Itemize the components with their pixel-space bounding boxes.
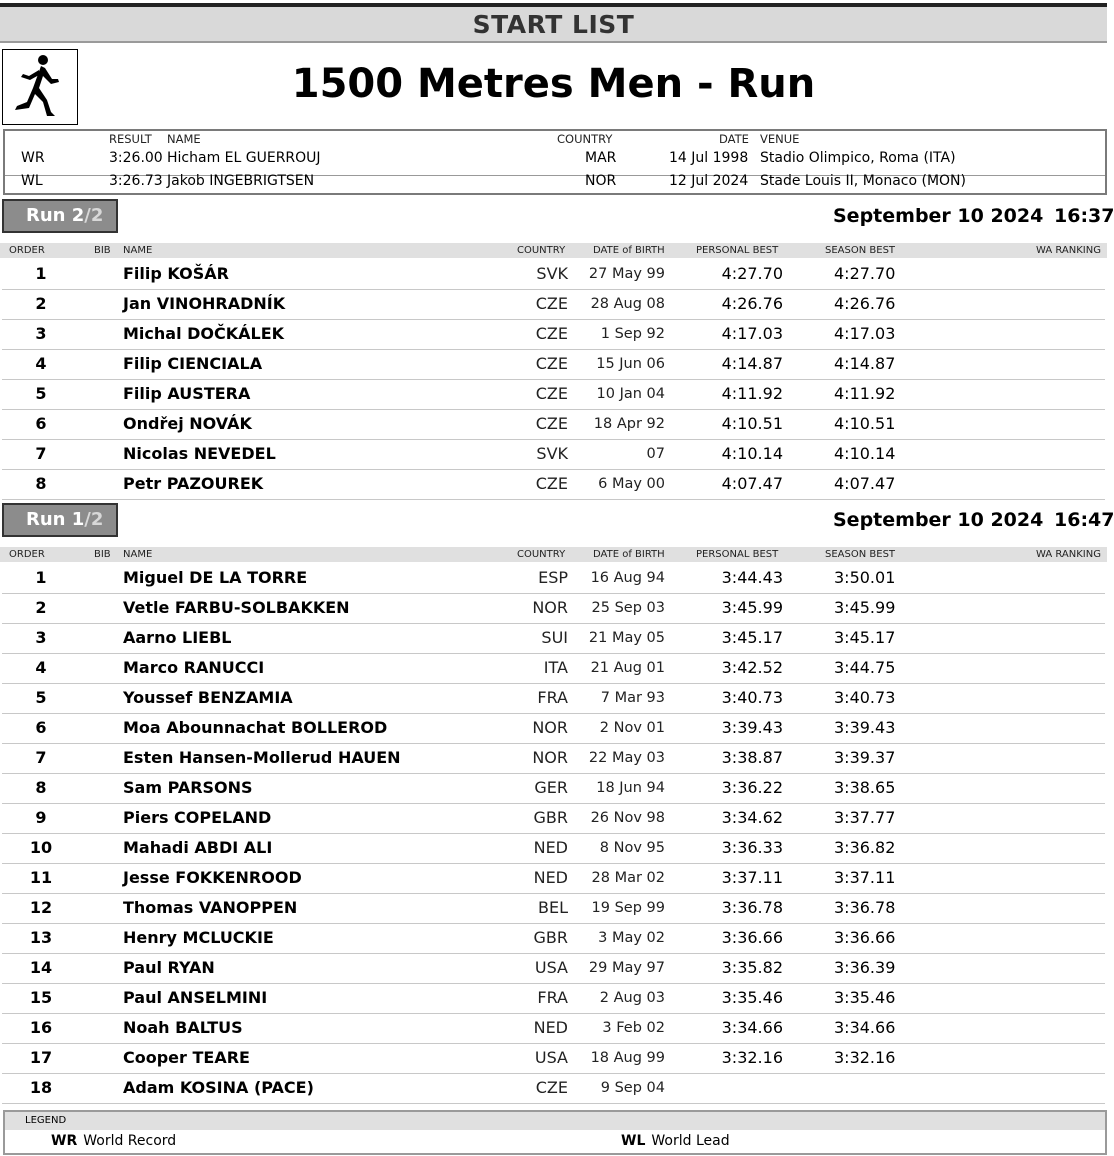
record-venue: Stadio Olimpico, Roma (ITA) (760, 150, 956, 166)
athlete-season-best: 3:35.46 (834, 988, 896, 1007)
athlete-name: Moa Abounnachat BOLLEROD (123, 718, 388, 737)
column-header-pb: PERSONAL BEST (696, 245, 779, 256)
table-row (2, 289, 1105, 320)
athlete-personal-best: 3:37.11 (721, 868, 783, 887)
legend-abbr: WL (621, 1133, 646, 1149)
column-header (0, 547, 1107, 562)
athlete-country: NED (533, 838, 568, 857)
athlete-country: CZE (535, 384, 568, 403)
table-row (2, 1013, 1105, 1044)
start-list-banner: START LIST (0, 7, 1107, 43)
athlete-season-best: 3:34.66 (834, 1018, 896, 1037)
athlete-season-best: 3:50.01 (834, 568, 896, 587)
athlete-personal-best: 3:35.46 (721, 988, 783, 1007)
athlete-order: 11 (29, 868, 53, 887)
table-row (2, 349, 1105, 380)
table-row (2, 259, 1105, 290)
table-row (2, 319, 1105, 350)
column-header-dob: DATE of BIRTH (593, 245, 665, 256)
athlete-personal-best: 3:34.66 (721, 1018, 783, 1037)
athlete-country: CZE (535, 294, 568, 313)
athlete-dob: 3 Feb 02 (602, 1020, 665, 1036)
athlete-season-best: 3:39.37 (834, 748, 896, 767)
table-row (2, 983, 1105, 1014)
athlete-season-best: 4:10.51 (834, 414, 896, 433)
records-header-result: RESULT (109, 132, 152, 146)
column-header-name: NAME (123, 245, 153, 256)
athlete-country: SVK (536, 264, 568, 283)
athlete-name: Filip KOŠÁR (123, 264, 229, 283)
athlete-dob: 18 Apr 92 (593, 416, 665, 432)
column-header-pb: PERSONAL BEST (696, 549, 779, 560)
table-row (2, 623, 1105, 654)
athlete-personal-best: 4:10.51 (721, 414, 783, 433)
athlete-dob: 16 Aug 94 (590, 570, 665, 586)
table-row (2, 379, 1105, 410)
athlete-name: Sam PARSONS (123, 778, 253, 797)
records-header-name: NAME (167, 132, 201, 146)
table-row (2, 833, 1105, 864)
athlete-season-best: 3:36.66 (834, 928, 896, 947)
legend-item-wl (621, 1132, 730, 1150)
run-date: September 10 2024 (833, 205, 1044, 227)
athlete-dob: 07 (646, 446, 665, 462)
record-row-wl (5, 170, 1105, 192)
athlete-name: Thomas VANOPPEN (123, 898, 298, 917)
athlete-personal-best: 3:32.16 (721, 1048, 783, 1067)
column-header-order: ORDER (9, 245, 45, 256)
athlete-order: 14 (29, 958, 53, 977)
legend-abbr: WR (51, 1133, 78, 1149)
athlete-name: Youssef BENZAMIA (123, 688, 293, 707)
athlete-personal-best: 3:45.17 (721, 628, 783, 647)
athlete-name: Ondřej NOVÁK (123, 414, 252, 433)
table-row (2, 743, 1105, 774)
record-country: NOR (585, 173, 617, 189)
records-header-venue: VENUE (760, 132, 800, 146)
athlete-dob: 15 Jun 06 (596, 356, 665, 372)
athlete-name: Mahadi ABDI ALI (123, 838, 273, 857)
athlete-dob: 7 Mar 93 (600, 690, 665, 706)
athlete-country: SUI (541, 628, 568, 647)
athlete-dob: 21 May 05 (588, 630, 665, 646)
column-header-sb: SEASON BEST (825, 549, 896, 560)
record-result: 3:26.73 (109, 173, 163, 189)
column-header (0, 243, 1107, 258)
column-header-ranking: WA RANKING (1036, 245, 1101, 256)
athlete-personal-best: 3:38.87 (721, 748, 783, 767)
athlete-personal-best: 4:17.03 (721, 324, 783, 343)
athlete-name: Esten Hansen-Mollerud HAUEN (123, 748, 401, 767)
athlete-season-best: 4:11.92 (834, 384, 896, 403)
athlete-dob: 27 May 99 (588, 266, 665, 282)
athlete-dob: 21 Aug 01 (590, 660, 665, 676)
athlete-season-best: 3:37.77 (834, 808, 896, 827)
table-row (2, 563, 1105, 594)
table-row (2, 803, 1105, 834)
table-row (2, 409, 1105, 440)
run-label (2, 503, 118, 537)
athlete-name: Paul ANSELMINI (123, 988, 268, 1007)
table-row (2, 469, 1105, 500)
athlete-name: Piers COPELAND (123, 808, 272, 827)
athlete-dob: 28 Aug 08 (590, 296, 665, 312)
athlete-season-best: 4:27.70 (834, 264, 896, 283)
athlete-order: 1 (35, 264, 47, 283)
record-result: 3:26.00 (109, 150, 163, 166)
athlete-season-best: 3:36.82 (834, 838, 896, 857)
athlete-order: 17 (29, 1048, 53, 1067)
athlete-name: Noah BALTUS (123, 1018, 243, 1037)
athlete-country: CZE (535, 1078, 568, 1097)
run-date: September 10 2024 (833, 509, 1044, 531)
run-fraction: /2 (84, 509, 104, 530)
athlete-country: FRA (537, 988, 568, 1007)
athlete-order: 18 (29, 1078, 53, 1097)
athlete-country: ESP (538, 568, 568, 587)
record-venue: Stade Louis II, Monaco (MON) (760, 173, 966, 189)
athlete-personal-best: 3:39.43 (721, 718, 783, 737)
run-time: 16:37 (1054, 205, 1114, 227)
athlete-order: 4 (35, 354, 47, 373)
athlete-personal-best: 3:36.22 (721, 778, 783, 797)
legend-title: LEGEND (5, 1112, 1105, 1130)
legend-text: World Lead (651, 1133, 730, 1149)
athlete-order: 6 (35, 718, 47, 737)
athlete-dob: 18 Aug 99 (590, 1050, 665, 1066)
athlete-name: Michal DOČKÁLEK (123, 324, 285, 343)
table-row (2, 893, 1105, 924)
athlete-dob: 6 May 00 (598, 476, 665, 492)
athlete-order: 2 (35, 294, 47, 313)
athlete-name: Henry MCLUCKIE (123, 928, 274, 947)
column-header-ranking: WA RANKING (1036, 549, 1101, 560)
athlete-personal-best: 3:40.73 (721, 688, 783, 707)
athlete-dob: 10 Jan 04 (596, 386, 665, 402)
athlete-country: ITA (543, 658, 568, 677)
table-row (2, 439, 1105, 470)
run-fraction: /2 (84, 205, 104, 226)
athlete-country: GBR (533, 808, 568, 827)
legend (3, 1110, 1107, 1155)
athlete-country: BEL (538, 898, 568, 917)
athlete-personal-best: 3:36.78 (721, 898, 783, 917)
athlete-dob: 3 May 02 (598, 930, 665, 946)
column-header-order: ORDER (9, 549, 45, 560)
record-name: Jakob INGEBRIGTSEN (167, 173, 315, 189)
athlete-order: 9 (35, 808, 47, 827)
athlete-order: 8 (35, 474, 47, 493)
athlete-name: Paul RYAN (123, 958, 215, 977)
column-header-dob: DATE of BIRTH (593, 549, 665, 560)
athlete-season-best: 3:44.75 (834, 658, 896, 677)
records-header-date: DATE (719, 132, 749, 146)
athlete-season-best: 4:17.03 (834, 324, 896, 343)
column-header-country: COUNTRY (517, 245, 566, 256)
athlete-season-best: 4:14.87 (834, 354, 896, 373)
athlete-dob: 19 Sep 99 (591, 900, 665, 916)
athlete-season-best: 3:36.39 (834, 958, 896, 977)
athlete-order: 5 (35, 384, 47, 403)
athlete-season-best: 3:39.43 (834, 718, 896, 737)
athlete-dob: 2 Aug 03 (599, 990, 665, 1006)
athlete-season-best: 3:40.73 (834, 688, 896, 707)
athlete-country: GER (534, 778, 568, 797)
athlete-personal-best: 4:14.87 (721, 354, 783, 373)
athlete-season-best: 4:10.14 (834, 444, 896, 463)
table-row (2, 683, 1105, 714)
athlete-order: 7 (35, 748, 47, 767)
athlete-country: USA (534, 958, 568, 977)
athlete-season-best: 4:26.76 (834, 294, 896, 313)
record-type: WR (21, 150, 45, 166)
athlete-dob: 29 May 97 (588, 960, 665, 976)
athlete-order: 3 (35, 324, 47, 343)
athlete-country: NOR (532, 748, 568, 767)
athlete-name: Vetle FARBU-SOLBAKKEN (123, 598, 350, 617)
athlete-country: CZE (535, 354, 568, 373)
athlete-order: 2 (35, 598, 47, 617)
athlete-personal-best: 3:45.99 (721, 598, 783, 617)
records-table (3, 129, 1107, 195)
athlete-season-best: 3:32.16 (834, 1048, 896, 1067)
athlete-name: Miguel DE LA TORRE (123, 568, 308, 587)
athlete-country: NOR (532, 598, 568, 617)
athlete-country: USA (534, 1048, 568, 1067)
column-header-country: COUNTRY (517, 549, 566, 560)
record-date: 12 Jul 2024 (669, 173, 749, 189)
run-name: Run 1 (26, 509, 85, 530)
athlete-name: Adam KOSINA (PACE) (123, 1078, 314, 1097)
athlete-order: 1 (35, 568, 47, 587)
table-row (2, 773, 1105, 804)
athlete-order: 10 (29, 838, 53, 857)
athlete-name: Nicolas NEVEDEL (123, 444, 276, 463)
table-row (2, 1073, 1105, 1104)
athlete-personal-best: 4:10.14 (721, 444, 783, 463)
athlete-name: Filip CIENCIALA (123, 354, 263, 373)
athlete-order: 5 (35, 688, 47, 707)
athlete-personal-best: 3:42.52 (721, 658, 783, 677)
athlete-season-best: 3:38.65 (834, 778, 896, 797)
table-row (2, 953, 1105, 984)
record-row-wr (5, 147, 1105, 169)
athlete-season-best: 4:07.47 (834, 474, 896, 493)
athlete-dob: 9 Sep 04 (600, 1080, 665, 1096)
athlete-dob: 8 Nov 95 (599, 840, 665, 856)
run-label (2, 199, 118, 233)
athlete-order: 13 (29, 928, 53, 947)
run-name: Run 2 (26, 205, 85, 226)
table-row (2, 713, 1105, 744)
athlete-name: Marco RANUCCI (123, 658, 265, 677)
athlete-dob: 2 Nov 01 (599, 720, 665, 736)
athlete-order: 8 (35, 778, 47, 797)
record-type: WL (21, 173, 43, 189)
athlete-season-best: 3:45.99 (834, 598, 896, 617)
athlete-name: Petr PAZOUREK (123, 474, 264, 493)
athlete-personal-best: 4:27.70 (721, 264, 783, 283)
athlete-season-best: 3:37.11 (834, 868, 896, 887)
table-row (2, 653, 1105, 684)
table-row (2, 1043, 1105, 1074)
athlete-name: Aarno LIEBL (123, 628, 232, 647)
athlete-dob: 26 Nov 98 (590, 810, 665, 826)
records-header-country: COUNTRY (557, 132, 613, 146)
athlete-personal-best: 3:35.82 (721, 958, 783, 977)
athlete-personal-best: 4:26.76 (721, 294, 783, 313)
athlete-order: 7 (35, 444, 47, 463)
athlete-country: CZE (535, 474, 568, 493)
table-row (2, 923, 1105, 954)
athlete-order: 4 (35, 658, 47, 677)
athlete-order: 6 (35, 414, 47, 433)
athlete-personal-best: 3:44.43 (721, 568, 783, 587)
athlete-name: Jan VINOHRADNÍK (123, 294, 286, 313)
page-title: 1500 Metres Men - Run (291, 61, 816, 107)
athlete-season-best: 3:45.17 (834, 628, 896, 647)
athlete-name: Jesse FOKKENROOD (123, 868, 302, 887)
athlete-personal-best: 3:36.33 (721, 838, 783, 857)
column-header-bib: BIB (94, 245, 111, 256)
athlete-dob: 28 Mar 02 (591, 870, 665, 886)
athlete-personal-best: 4:11.92 (721, 384, 783, 403)
athlete-dob: 25 Sep 03 (591, 600, 665, 616)
athlete-dob: 22 May 03 (588, 750, 665, 766)
athlete-dob: 1 Sep 92 (600, 326, 665, 342)
athlete-country: NED (533, 868, 568, 887)
athlete-country: FRA (537, 688, 568, 707)
column-header-bib: BIB (94, 549, 111, 560)
table-row (2, 863, 1105, 894)
athlete-name: Cooper TEARE (123, 1048, 250, 1067)
record-country: MAR (585, 150, 617, 166)
athlete-country: CZE (535, 414, 568, 433)
column-header-name: NAME (123, 549, 153, 560)
athlete-order: 12 (29, 898, 53, 917)
athlete-country: NOR (532, 718, 568, 737)
athlete-personal-best: 3:34.62 (721, 808, 783, 827)
table-row (2, 593, 1105, 624)
record-name: Hicham EL GUERROUJ (167, 150, 321, 166)
athlete-order: 16 (29, 1018, 53, 1037)
record-date: 14 Jul 1998 (669, 150, 749, 166)
legend-text: World Record (83, 1133, 177, 1149)
athlete-country: SVK (536, 444, 568, 463)
athlete-personal-best: 4:07.47 (721, 474, 783, 493)
athlete-order: 3 (35, 628, 47, 647)
legend-item-wr (51, 1132, 176, 1150)
run-time: 16:47 (1054, 509, 1114, 531)
athlete-personal-best: 3:36.66 (721, 928, 783, 947)
athlete-country: NED (533, 1018, 568, 1037)
column-header-sb: SEASON BEST (825, 245, 896, 256)
athlete-country: GBR (533, 928, 568, 947)
athlete-dob: 18 Jun 94 (596, 780, 665, 796)
athlete-country: CZE (535, 324, 568, 343)
athlete-name: Filip AUSTERA (123, 384, 251, 403)
athlete-season-best: 3:36.78 (834, 898, 896, 917)
athlete-order: 15 (29, 988, 53, 1007)
